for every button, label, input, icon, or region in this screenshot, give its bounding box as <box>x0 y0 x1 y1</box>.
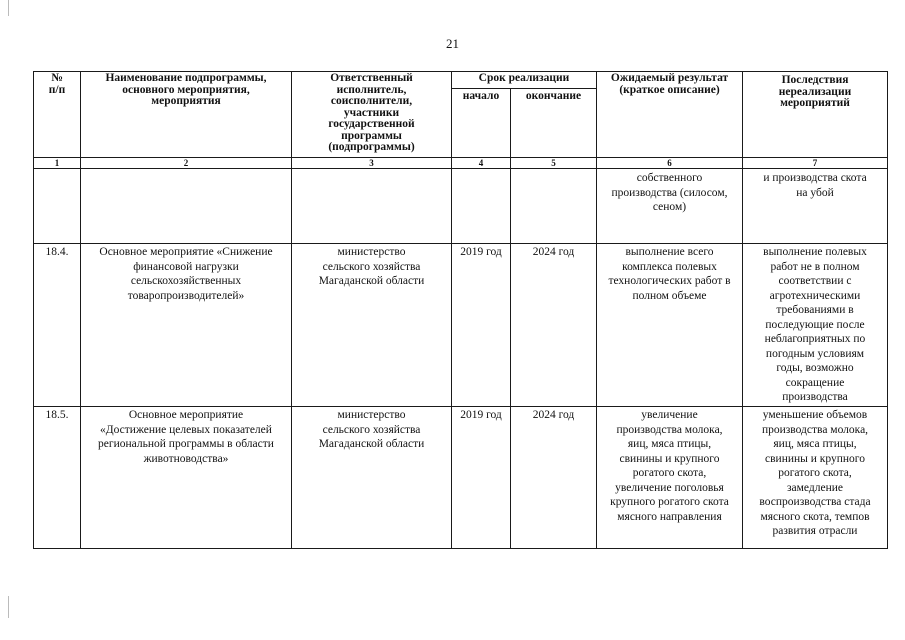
row-18-5-responsible: министерство сельского хозяйства Магаданской области <box>318 409 425 450</box>
row-18-5-result: увеличение производства молока, яиц, мяса птицы, свинины и крупного рогатого скота, увеличение поголовья крупного рогатого скота мясного направления <box>610 409 729 523</box>
header-end: окончание <box>525 90 582 102</box>
header-name: Наименование подпрограммы, основного мероприятия, мероприятия <box>105 72 267 107</box>
row-18-4-start: 2019 год <box>460 246 502 258</box>
col-number-5: 5 <box>551 158 556 168</box>
header-period: Срок реализации <box>478 72 570 84</box>
row-18-5-name: Основное мероприятие «Достижение целевых показателей региональной программы в области животноводства» <box>98 409 274 465</box>
scan-artifact-bottom <box>8 596 9 618</box>
row-18-5-end: 2024 год <box>532 409 575 421</box>
header-result: Ожидаемый результат (краткое описание) <box>610 72 729 96</box>
header-consequences: Последствия нереализации мероприятий <box>778 74 852 109</box>
row-18-4-result: выполнение всего комплекса полевых технологических работ в полном объеме <box>608 246 731 302</box>
row-18-4-consequences: выполнение полевых работ не в полном соответствии с агротехническими требованиями в последующие после неблагоприятных по погодным условиям годы, возможно сокращение производства <box>763 246 867 403</box>
activities-table <box>33 71 888 549</box>
row-18-4-name: Основное мероприятие «Снижение финансовой нагрузки сельскохозяйственных товаропроизводителей» <box>99 246 273 302</box>
row-18-4-num: 18.4. <box>45 246 69 258</box>
col-number-3: 3 <box>369 158 374 168</box>
row-18-4-responsible: министерство сельского хозяйства Магаданской области <box>318 246 425 287</box>
row-18-5-consequences: уменьшение объемов производства молока, яиц, мяса птицы, свинины и крупного рогатого скота, замедление воспроизводства стада мясного скота, темпов развития отрасли <box>759 409 871 537</box>
col-number-4: 4 <box>478 158 484 168</box>
col-number-7: 7 <box>812 158 818 168</box>
header-num: № п/п <box>48 72 66 96</box>
header-responsible: Ответственный исполнитель, соисполнители, участники государственной программы (подпрограммы) <box>328 72 415 153</box>
row-18-5-num: 18.5. <box>45 409 69 421</box>
page-number: 21 <box>446 36 459 51</box>
col-number-2: 2 <box>183 158 189 168</box>
row-18-5-start: 2019 год <box>460 409 502 421</box>
col-number-1: 1 <box>54 158 60 168</box>
continuation-consequences: и производства скота на убой <box>763 172 867 199</box>
scan-artifact-top <box>8 0 9 16</box>
row-18-4-end: 2024 год <box>532 246 575 258</box>
col-number-6: 6 <box>667 158 672 168</box>
continuation-result: собственного производства (силосом, сеном) <box>611 172 728 213</box>
header-start: начало <box>462 90 500 102</box>
